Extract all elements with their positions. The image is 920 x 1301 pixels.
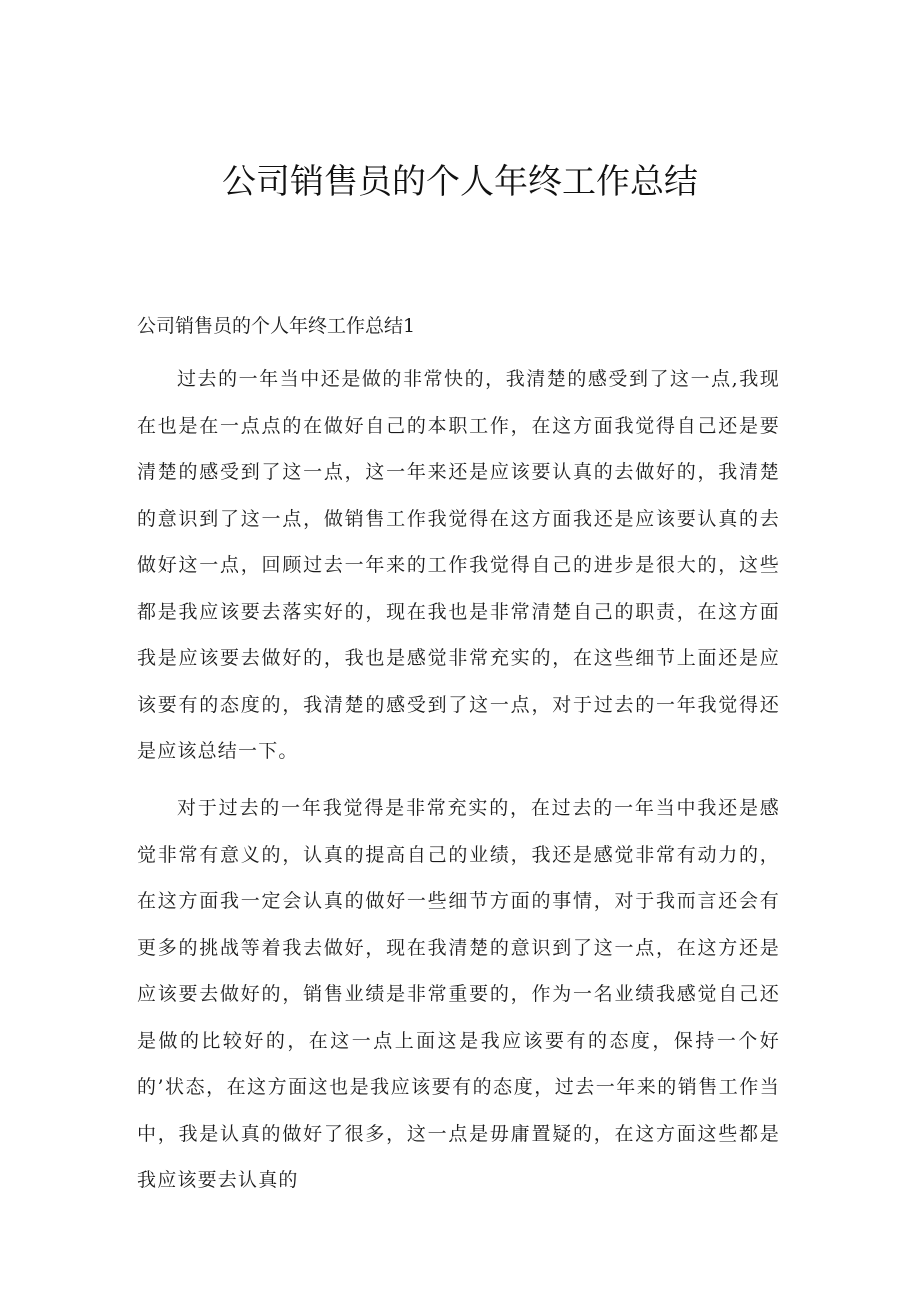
section-heading: 公司销售员的个人年终工作总结1 <box>137 315 416 337</box>
body-paragraph-2: 对于过去的一年我觉得是非常充实的，在过去的一年当中我还是感觉非常有意义的，认真的提高自己的业绩，我还是感觉非常有动力的，在这方面我一定会认真的做好一些细节方面的事情，对于我而言还会有更多的挑战等着我去做好，现在我清楚的意识到了这一点，在这方还是应该要去做好的，销售业绩是非常重要的，作为一名业绩我感觉自己还是做的比较好的，在这一点上面这是我应该要有的态度，保持一个好的’状态，在这方面这也是我应该要有的态度，过去一年来的销售工作当中，我是认真的做好了很多，这一点是毋庸置疑的，在这方面这些都是我应该要去认真的 <box>137 797 780 1191</box>
body-paragraph-1: 过去的一年当中还是做的非常快的，我清楚的感受到了这一点,我现在也是在一点点的在做好自己的本职工作，在这方面我觉得自己还是要清楚的感受到了这一点，这一年来还是应该要认真的去做好的，我清楚的意识到了这一点，做销售工作我觉得在这方面我还是应该要认真的去做好这一点，回顾过去一年来的工作我觉得自己的进步是很大的，这些都是我应该要去落实好的，现在我也是非常清楚自己的职责，在这方面我是应该要去做好的，我也是感觉非常充实的，在这些细节上面还是应该要有的态度的，我清楚的感受到了这一点，对于过去的一年我觉得还是应该总结一下。 <box>137 368 780 762</box>
document-title: 公司销售员的个人年终工作总结 <box>222 162 698 202</box>
